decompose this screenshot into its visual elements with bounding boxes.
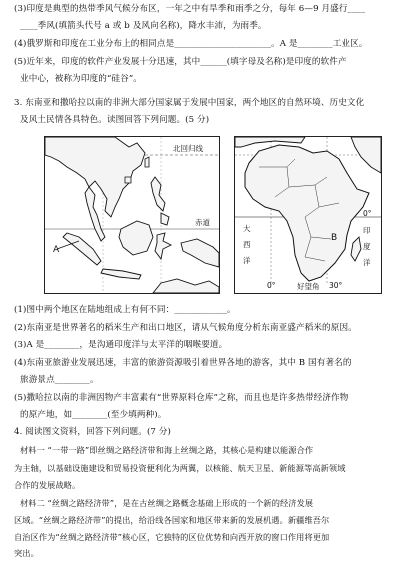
material-1-line-2: 为主轴，以基础设施建设和贸易投资便利化为两翼，以核能、航天卫星、新能源等高新领域	[14, 463, 346, 473]
tropic-of-cancer-label: 北回归线	[173, 144, 203, 153]
q3-sub-2: (2)东南亚是世界著名的稻米生产和出口地区，请从气候角度分析东南亚盛产稻米的原因。	[14, 323, 357, 333]
q3-sub-1: (1)图中两个地区在陆地组成上有何不同：____________。	[14, 305, 236, 315]
cape-of-good-hope-label: 好望角	[297, 282, 320, 291]
q2-line-1: (3)印度是典型的热带季风气候分布区，一年之中有旱季和雨季之分，每年 6—9 月盛行____	[14, 4, 366, 14]
indian-ocean-label-2: 度	[363, 242, 371, 251]
prime-meridian-label: 0°	[267, 281, 276, 290]
q3-sub-3: (3)A 是________，是沟通印度洋与太平洋的咽喉要道。	[14, 340, 228, 350]
q2-line-2: ____季风(填箭头代号 a 或 b 及风向名称)，降水丰沛，为雨季。	[20, 21, 267, 31]
q3-intro-1: 3. 东南亚和撒哈拉以南的非洲大部分国家属于发展中国家，两个地区的自然环境、历史文化	[14, 98, 365, 108]
q3-sub-5a: (5)撒哈拉以南的非洲因物产丰富素有“世界原料仓库”之称，而且也是许多热带经济作物	[14, 393, 349, 403]
q2-line-5: 业中心，被称为印度的“硅谷”。	[20, 74, 143, 84]
material-2-line-2: 区域。“丝绸之路经济带”的提出，给沿线各国家和地区带来新的发展机遇。新疆维吾尔	[14, 515, 330, 525]
q3-sub-5b: 的原产地，如________(至少填两种)。	[20, 410, 167, 420]
material-1-line-1: 材料一 “一带一路”即丝绸之路经济带和海上丝绸之路，其核心是构建以能源合作	[20, 445, 314, 455]
indian-ocean-label-3: 洋	[363, 258, 371, 267]
thirty-degree-label: 30°	[329, 281, 343, 290]
southeast-asia-map	[44, 136, 220, 294]
indian-ocean-label-1: 印	[363, 226, 371, 235]
africa-map-drawing	[235, 137, 381, 293]
material-2-line-3: 自治区作为“丝绸之路经济带”核心区，它独特的区位优势和向西开放的窗口作用将更加	[14, 532, 330, 542]
atlantic-label-3: 洋	[243, 256, 251, 265]
q3-sub-4a: (4)东南亚旅游业发展迅速，丰富的旅游资源吸引着世界各地的游客，其中 B 国有著名的	[14, 358, 352, 368]
q3-intro-2: 及风土民情各具特色。读图回答下列问题。(5 分)	[20, 115, 210, 125]
q2-line-4: (5)近年来，印度的软件产业发展十分迅速，其中______(填字母及名称)是印度的软件产	[14, 57, 347, 67]
equator-label: 赤道	[195, 218, 210, 227]
southeast-asia-map-drawing	[45, 137, 219, 293]
strait-a-label: A	[53, 245, 60, 255]
atlantic-label-1: 大	[243, 224, 251, 233]
q2-line-3: (4)俄罗斯和印度在工业分布上的相同点是______________________。A 是________工业区。	[14, 39, 368, 49]
country-b-label: B	[331, 233, 338, 243]
material-2-line-4: 突出。	[14, 548, 39, 558]
q3-sub-4b: 旅游景点________。	[20, 375, 99, 385]
equator-zero-label: 0°	[363, 209, 372, 218]
q4-title: 4. 阅读图文资料，回答下列问题。(7 分)	[14, 427, 171, 437]
atlantic-label-2: 西	[243, 240, 251, 249]
africa-map	[234, 136, 382, 294]
material-2-line-1: 材料二 “丝绸之路经济带”，是在古丝绸之路概念基础上形成的一个新的经济发展	[20, 498, 314, 508]
material-1-line-3: 合作的发展战略。	[14, 480, 81, 490]
